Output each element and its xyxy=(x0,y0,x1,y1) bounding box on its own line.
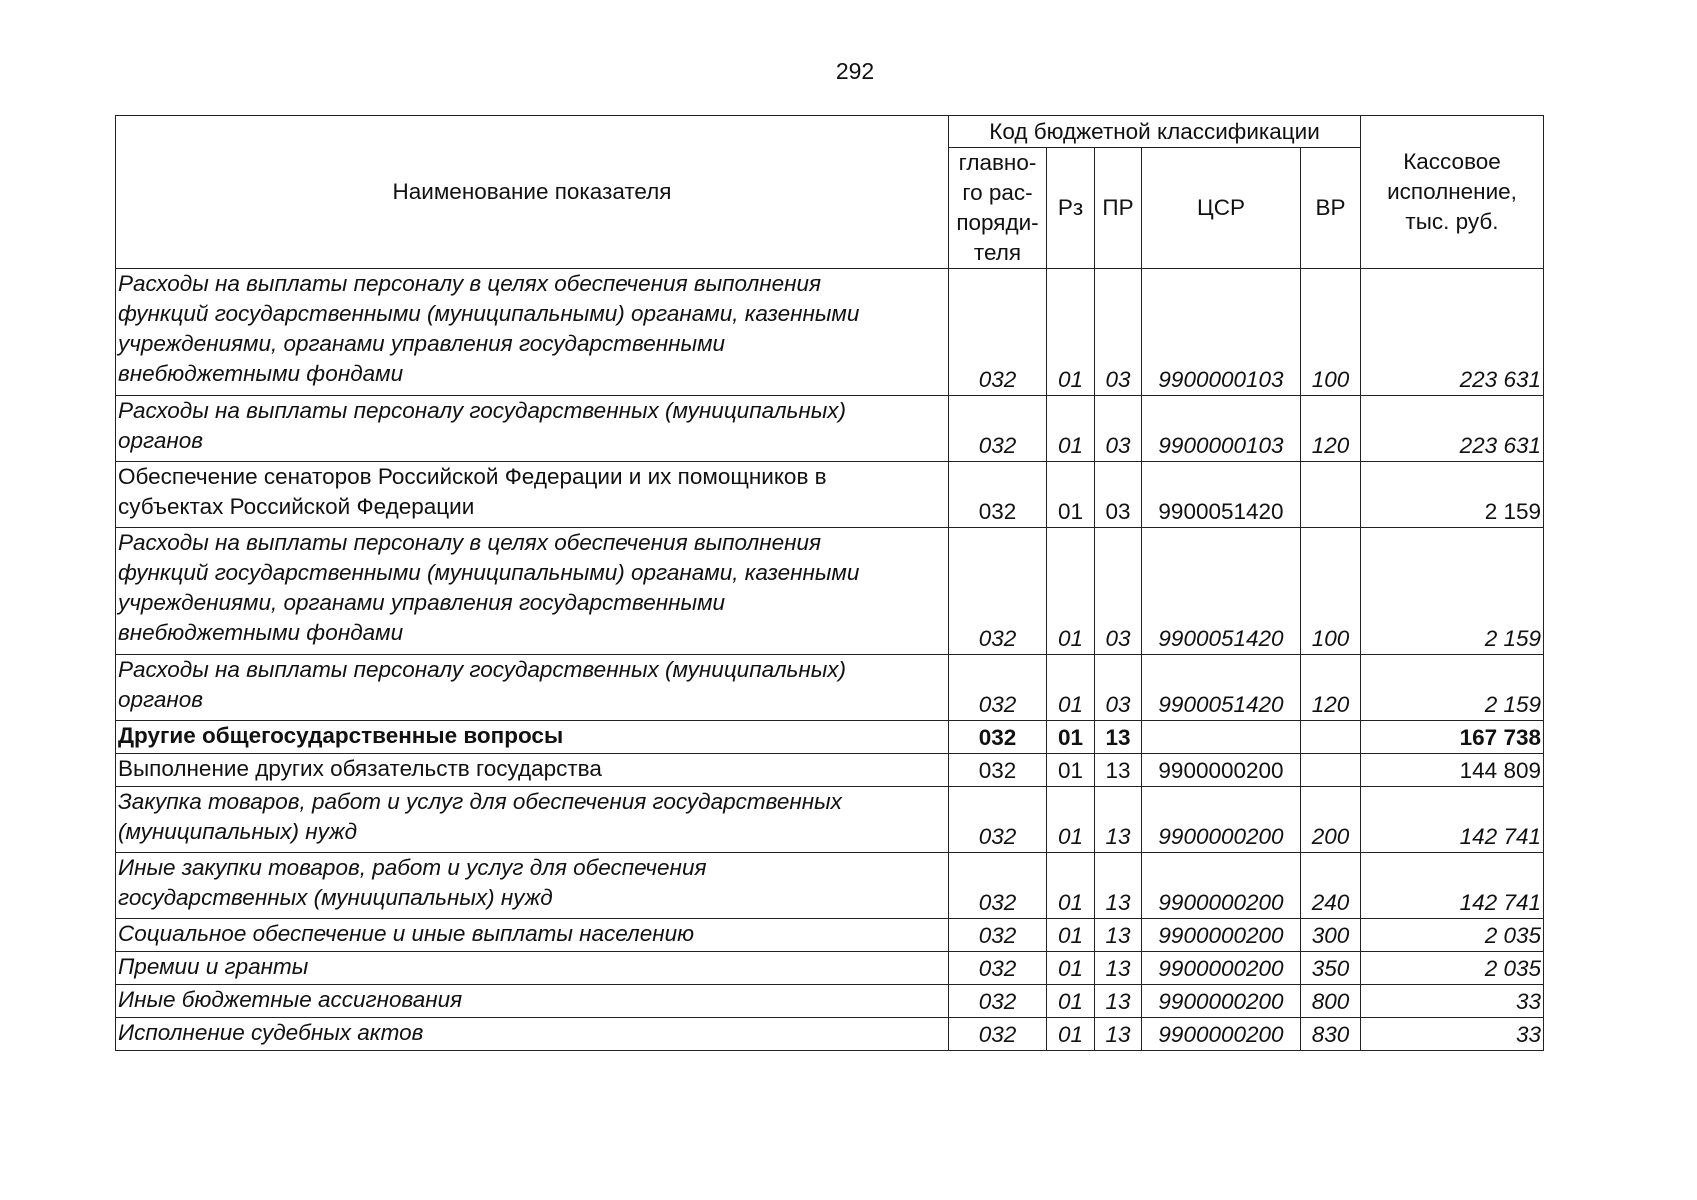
row-csr-cell: 9900000103 xyxy=(1142,269,1301,396)
row-name-line: Исполнение судебных актов xyxy=(118,1020,424,1045)
row-glav-cell: 032 xyxy=(949,985,1047,1018)
row-name-line: (муниципальных) нужд xyxy=(118,819,358,844)
row-vr-cell: 300 xyxy=(1301,919,1361,952)
row-amount-cell: 33 xyxy=(1361,1018,1544,1051)
row-vr-cell: 100 xyxy=(1301,528,1361,655)
row-name-cell xyxy=(116,919,949,952)
row-name-line: функций государственными (муниципальными) органами, казенными xyxy=(118,560,860,585)
table-row xyxy=(116,853,1544,919)
row-name-line: государственных (муниципальных) нужд xyxy=(118,885,553,910)
row-name-line: Другие общегосударственные вопросы xyxy=(118,723,564,748)
row-rz-cell: 01 xyxy=(1047,655,1095,721)
row-glav-cell: 032 xyxy=(949,754,1047,787)
glav-header-line: главно- xyxy=(958,150,1037,175)
row-amount-cell: 2 159 xyxy=(1361,528,1544,655)
table-row xyxy=(116,655,1544,721)
row-glav-cell: 032 xyxy=(949,853,1047,919)
row-amount-cell: 167 738 xyxy=(1361,721,1544,754)
row-pr-cell: 03 xyxy=(1095,269,1142,396)
table-row xyxy=(116,952,1544,985)
row-pr-cell: 03 xyxy=(1095,396,1142,462)
table-row xyxy=(116,1018,1544,1051)
table-row xyxy=(116,269,1544,396)
row-name-line: внебюджетными фондами xyxy=(118,620,404,645)
table-row xyxy=(116,528,1544,655)
row-rz-cell: 01 xyxy=(1047,528,1095,655)
row-amount-cell: 2 035 xyxy=(1361,919,1544,952)
row-csr-cell: 9900000200 xyxy=(1142,985,1301,1018)
row-name-line: Социальное обеспечение и иные выплаты населению xyxy=(118,921,695,946)
row-name-cell xyxy=(116,396,949,462)
row-name-line: функций государственными (муниципальными) органами, казенными xyxy=(118,301,860,326)
row-pr-cell: 13 xyxy=(1095,787,1142,853)
row-amount-cell: 2 035 xyxy=(1361,952,1544,985)
row-pr-cell: 13 xyxy=(1095,952,1142,985)
row-name-line: Выполнение других обязательств государства xyxy=(118,756,602,781)
row-name-cell xyxy=(116,721,949,754)
glav-header-line: теля xyxy=(973,240,1022,265)
row-glav-cell: 032 xyxy=(949,655,1047,721)
row-vr-cell: 830 xyxy=(1301,1018,1361,1051)
row-amount-cell: 142 741 xyxy=(1361,853,1544,919)
row-name-cell xyxy=(116,655,949,721)
row-glav-cell: 032 xyxy=(949,528,1047,655)
row-rz-cell: 01 xyxy=(1047,853,1095,919)
row-glav-cell: 032 xyxy=(949,721,1047,754)
row-name-line: учреждениями, органами управления государственными xyxy=(118,331,726,356)
row-name-line: Премии и гранты xyxy=(118,954,309,979)
row-pr-cell: 13 xyxy=(1095,985,1142,1018)
row-name-line: Расходы на выплаты персоналу в целях обеспечения выполнения xyxy=(118,530,822,555)
row-name-cell xyxy=(116,754,949,787)
row-name-line: учреждениями, органами управления государственными xyxy=(118,590,726,615)
row-pr-cell: 13 xyxy=(1095,721,1142,754)
row-amount-cell: 33 xyxy=(1361,985,1544,1018)
table-row xyxy=(116,919,1544,952)
row-pr-cell: 13 xyxy=(1095,1018,1142,1051)
row-pr-cell: 13 xyxy=(1095,853,1142,919)
row-name-line: субъектах Российской Федерации xyxy=(118,494,475,519)
row-name-line: органов xyxy=(118,687,204,712)
row-name-cell xyxy=(116,1018,949,1051)
amount-header-line: Кассовое xyxy=(1403,149,1501,174)
row-glav-cell: 032 xyxy=(949,919,1047,952)
row-name-line: Иные закупки товаров, работ и услуг для обеспечения xyxy=(118,855,707,880)
row-vr-cell: 200 xyxy=(1301,787,1361,853)
row-vr-cell xyxy=(1301,754,1361,787)
row-name-line: Расходы на выплаты персоналу государственных (муниципальных) xyxy=(118,657,847,682)
row-csr-cell: 9900000200 xyxy=(1142,1018,1301,1051)
column-header-vr: ВР xyxy=(1301,148,1361,269)
row-pr-cell: 03 xyxy=(1095,462,1142,528)
row-glav-cell: 032 xyxy=(949,787,1047,853)
row-amount-cell: 223 631 xyxy=(1361,269,1544,396)
row-vr-cell xyxy=(1301,721,1361,754)
column-header-pr: ПР xyxy=(1095,148,1142,269)
column-group-header: Код бюджетной классификации xyxy=(949,116,1361,148)
row-rz-cell: 01 xyxy=(1047,919,1095,952)
row-rz-cell: 01 xyxy=(1047,269,1095,396)
row-amount-cell: 223 631 xyxy=(1361,396,1544,462)
row-csr-cell: 9900051420 xyxy=(1142,655,1301,721)
glav-header-line: го рас- xyxy=(962,180,1033,205)
row-glav-cell: 032 xyxy=(949,396,1047,462)
row-rz-cell: 01 xyxy=(1047,1018,1095,1051)
row-amount-cell: 2 159 xyxy=(1361,655,1544,721)
row-amount-cell: 2 159 xyxy=(1361,462,1544,528)
row-pr-cell: 03 xyxy=(1095,655,1142,721)
column-header-amount xyxy=(1361,116,1544,269)
row-name-cell xyxy=(116,952,949,985)
budget-table xyxy=(115,115,1544,1051)
page-number: 292 xyxy=(835,58,875,84)
row-rz-cell: 01 xyxy=(1047,396,1095,462)
row-glav-cell: 032 xyxy=(949,462,1047,528)
row-vr-cell: 100 xyxy=(1301,269,1361,396)
row-amount-cell: 142 741 xyxy=(1361,787,1544,853)
row-csr-cell: 9900000200 xyxy=(1142,787,1301,853)
row-vr-cell: 120 xyxy=(1301,655,1361,721)
row-pr-cell: 13 xyxy=(1095,919,1142,952)
row-glav-cell: 032 xyxy=(949,269,1047,396)
row-vr-cell: 800 xyxy=(1301,985,1361,1018)
row-csr-cell: 9900000103 xyxy=(1142,396,1301,462)
row-name-cell xyxy=(116,853,949,919)
amount-header-line: тыс. руб. xyxy=(1405,209,1499,234)
row-pr-cell: 13 xyxy=(1095,754,1142,787)
row-glav-cell: 032 xyxy=(949,952,1047,985)
row-name-line: Расходы на выплаты персоналу государственных (муниципальных) xyxy=(118,398,847,423)
row-name-cell xyxy=(116,787,949,853)
table-row xyxy=(116,787,1544,853)
row-name-cell xyxy=(116,269,949,396)
table-body xyxy=(116,269,1544,1051)
table-row xyxy=(116,462,1544,528)
row-csr-cell: 9900051420 xyxy=(1142,528,1301,655)
column-header-name: Наименование показателя xyxy=(116,116,949,269)
glav-header-line: поряди- xyxy=(956,210,1039,235)
row-amount-cell: 144 809 xyxy=(1361,754,1544,787)
table-row xyxy=(116,396,1544,462)
row-name-line: Расходы на выплаты персоналу в целях обеспечения выполнения xyxy=(118,271,822,296)
row-rz-cell: 01 xyxy=(1047,952,1095,985)
row-vr-cell: 120 xyxy=(1301,396,1361,462)
column-header-csr: ЦСР xyxy=(1142,148,1301,269)
row-rz-cell: 01 xyxy=(1047,787,1095,853)
row-rz-cell: 01 xyxy=(1047,754,1095,787)
row-csr-cell: 9900000200 xyxy=(1142,919,1301,952)
column-header-glav xyxy=(949,148,1047,269)
row-name-cell xyxy=(116,985,949,1018)
row-vr-cell: 240 xyxy=(1301,853,1361,919)
table-row xyxy=(116,721,1544,754)
table-row xyxy=(116,985,1544,1018)
row-glav-cell: 032 xyxy=(949,1018,1047,1051)
column-header-rz: Рз xyxy=(1047,148,1095,269)
row-csr-cell: 9900000200 xyxy=(1142,754,1301,787)
row-rz-cell: 01 xyxy=(1047,721,1095,754)
row-name-line: органов xyxy=(118,428,204,453)
row-vr-cell: 350 xyxy=(1301,952,1361,985)
row-rz-cell: 01 xyxy=(1047,462,1095,528)
row-name-line: Обеспечение сенаторов Российской Федерации и их помощников в xyxy=(118,464,827,489)
row-name-cell xyxy=(116,528,949,655)
row-rz-cell: 01 xyxy=(1047,985,1095,1018)
amount-header-line: исполнение, xyxy=(1387,179,1517,204)
row-csr-cell: 9900000200 xyxy=(1142,952,1301,985)
row-csr-cell: 9900000200 xyxy=(1142,853,1301,919)
row-name-line: внебюджетными фондами xyxy=(118,361,404,386)
row-csr-cell xyxy=(1142,721,1301,754)
row-name-line: Закупка товаров, работ и услуг для обеспечения государственных xyxy=(118,789,842,814)
row-csr-cell: 9900051420 xyxy=(1142,462,1301,528)
row-name-cell xyxy=(116,462,949,528)
row-vr-cell xyxy=(1301,462,1361,528)
row-name-line: Иные бюджетные ассигнования xyxy=(118,987,463,1012)
row-pr-cell: 03 xyxy=(1095,528,1142,655)
table-row xyxy=(116,754,1544,787)
